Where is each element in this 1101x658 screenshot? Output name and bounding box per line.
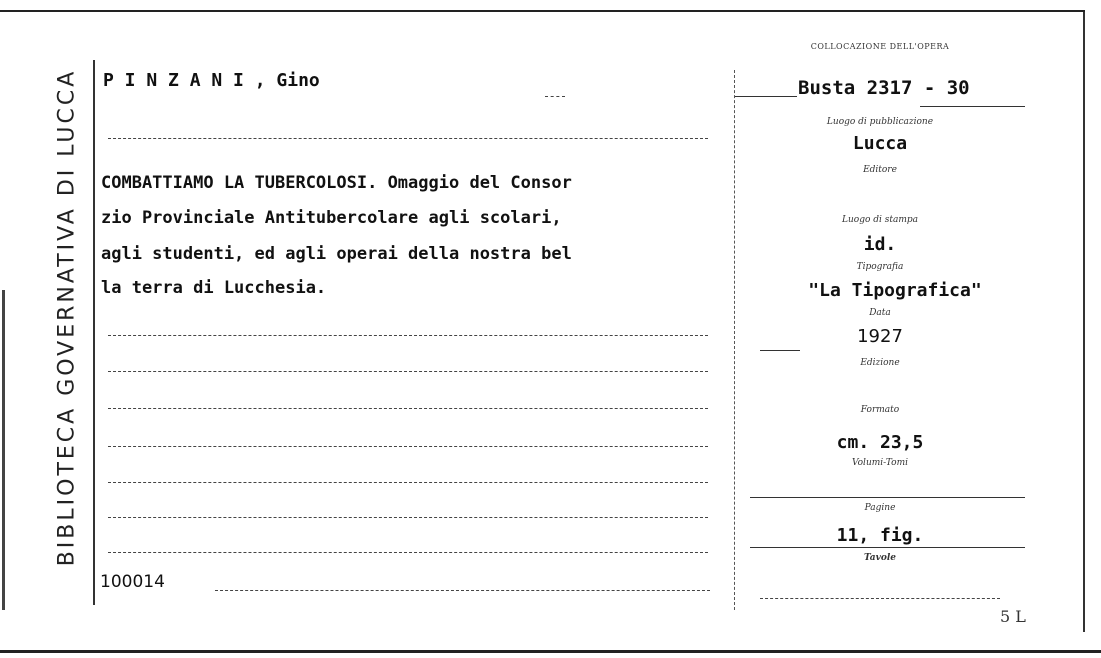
date-line	[760, 350, 800, 351]
author-rule	[545, 96, 565, 97]
place-value: Lucca	[852, 133, 908, 154]
volumes-label: Volumi-Tomi	[851, 458, 909, 468]
format-label: Formato	[860, 405, 900, 415]
pages-value: 11, fig.	[836, 525, 924, 546]
rule-9	[215, 590, 710, 591]
library-name: BIBLIOTECA GOVERNATIVA DI LUCCA	[54, 68, 80, 566]
printer-value: "La Tipografica"	[808, 280, 982, 301]
date-value: 1927	[857, 326, 903, 347]
edition-label: Edizione	[860, 358, 900, 368]
title-line-4: la terra di Lucchesia.	[101, 278, 327, 298]
rule-3	[108, 371, 708, 372]
shelfmark: Busta 2317 - 30	[798, 77, 970, 99]
author-heading: P I N Z A N I , Gino	[103, 70, 320, 91]
rule-5	[108, 446, 708, 447]
format-line	[750, 497, 1025, 498]
print-place-value: id.	[863, 234, 897, 255]
title-line-2: zio Provinciale Antitubercolare agli scolari,	[101, 208, 562, 228]
inventory-number: 100014	[100, 572, 165, 592]
format-value: cm. 23,5	[836, 432, 924, 453]
rule-4	[108, 408, 708, 409]
print-place-label: Luogo di stampa	[842, 215, 918, 225]
plates-label: Tavole	[863, 553, 897, 563]
top-border-line	[0, 10, 1085, 12]
plates-line	[760, 598, 1000, 599]
corner-mark: 5 L	[1000, 607, 1026, 626]
rule-6	[108, 482, 708, 483]
bottom-border-line	[0, 650, 1101, 653]
rule-2	[108, 335, 708, 336]
pages-label: Pagine	[864, 503, 896, 513]
panel-divider	[734, 70, 735, 610]
rule-8	[108, 552, 708, 553]
right-edge-line	[1083, 12, 1085, 632]
margin-rule	[93, 60, 95, 605]
title-line-1: COMBATTIAMO LA TUBERCOLOSI. Omaggio del Consor	[101, 173, 572, 193]
collocation-label: COLLOCAZIONE DELL'OPERA	[810, 42, 950, 51]
title-line-3: agli studenti, ed agli operai della nostra bel	[101, 244, 572, 264]
collocation-line-left	[735, 96, 797, 97]
publisher-label: Editore	[863, 165, 897, 175]
printer-label: Tipografia	[856, 262, 904, 272]
date-label: Data	[869, 308, 891, 318]
rule-7	[108, 517, 708, 518]
place-label: Luogo di pubblicazione	[826, 117, 934, 127]
collocation-line-right	[920, 106, 1025, 107]
library-side-label	[46, 22, 88, 612]
rule-1	[108, 138, 708, 139]
pages-line	[750, 547, 1025, 548]
left-edge-mark	[2, 290, 13, 610]
